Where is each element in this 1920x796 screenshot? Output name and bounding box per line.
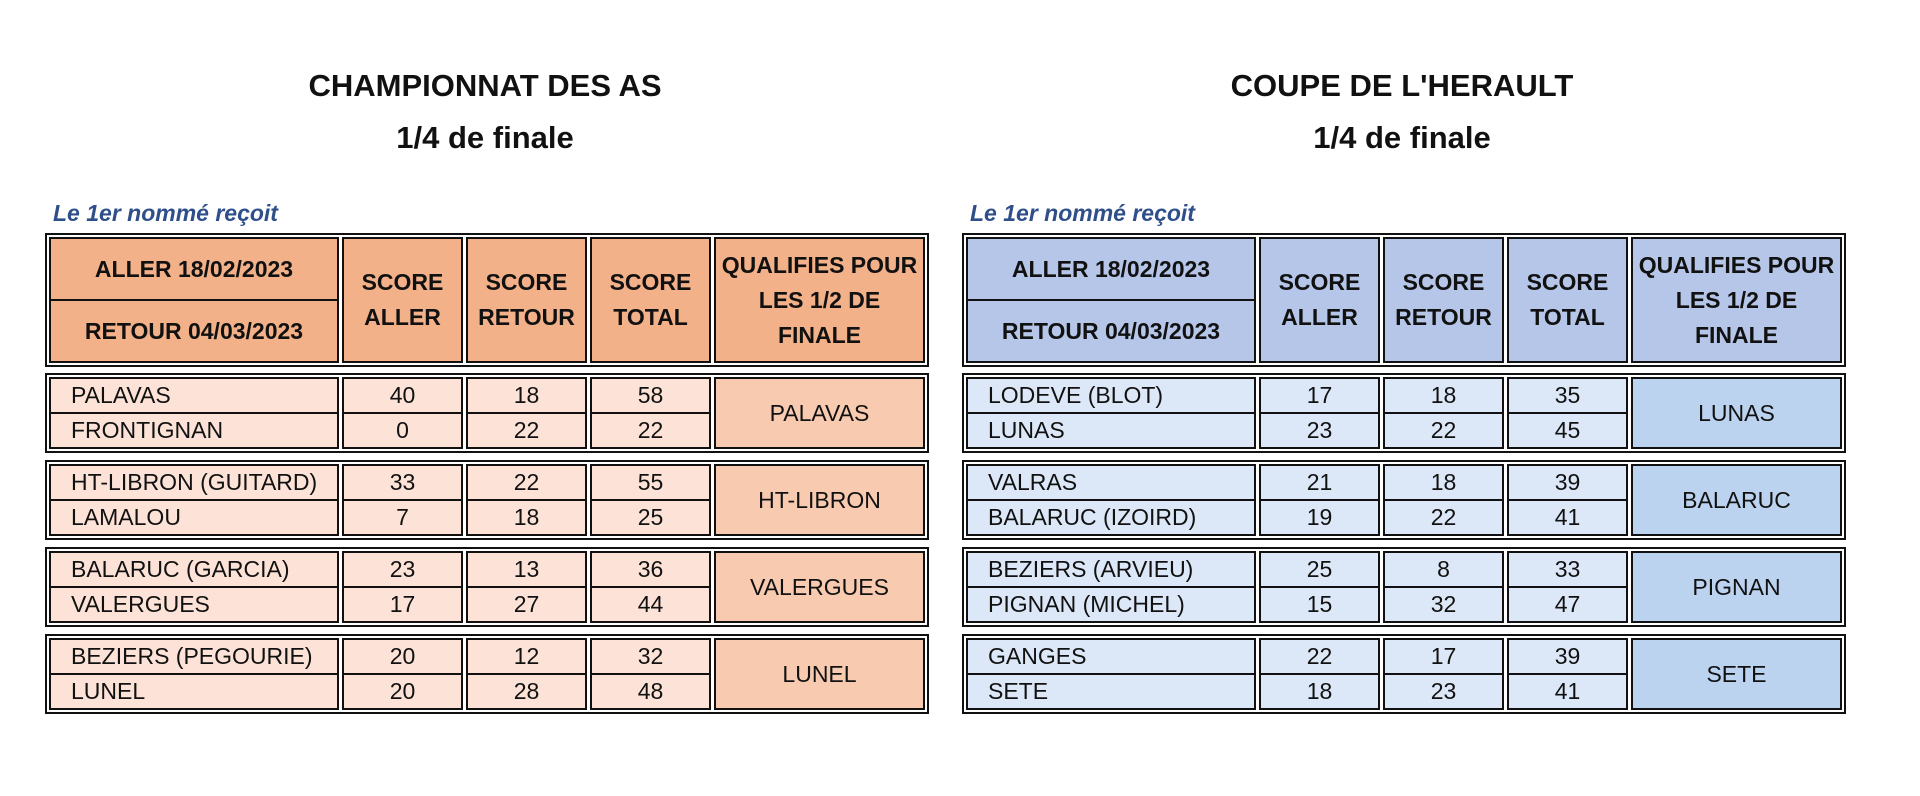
match-row bbox=[962, 547, 1846, 627]
qualified-team: HT-LIBRON bbox=[714, 464, 925, 536]
aller-date-header: ALLER 18/02/2023 bbox=[966, 237, 1256, 301]
score-total: 41 bbox=[1507, 675, 1628, 710]
score-aller-column bbox=[1259, 377, 1380, 449]
table-header bbox=[45, 233, 929, 367]
match-row bbox=[962, 634, 1846, 714]
section-title: COUPE DE L'HERAULT bbox=[1230, 68, 1574, 103]
score-aller: 17 bbox=[342, 588, 463, 623]
score-aller-header bbox=[342, 237, 463, 363]
qualified-team: LUNAS bbox=[1631, 377, 1842, 449]
header-line: SCORE bbox=[1526, 269, 1609, 295]
team-name: BEZIERS (PEGOURIE) bbox=[49, 638, 339, 675]
team-name: PIGNAN (MICHEL) bbox=[966, 588, 1256, 623]
header-line: ALLER bbox=[1281, 304, 1358, 330]
score-total: 58 bbox=[590, 377, 711, 414]
score-aller: 15 bbox=[1259, 588, 1380, 623]
score-total-column bbox=[1507, 638, 1628, 710]
match-row bbox=[962, 460, 1846, 540]
score-aller: 0 bbox=[342, 414, 463, 449]
header-line: SCORE bbox=[609, 269, 692, 295]
team-name: LUNAS bbox=[966, 414, 1256, 449]
score-total-column bbox=[590, 638, 711, 710]
score-aller: 17 bbox=[1259, 377, 1380, 414]
table-header bbox=[962, 233, 1846, 367]
score-total-column bbox=[1507, 377, 1628, 449]
score-retour: 18 bbox=[466, 377, 587, 414]
score-aller: 19 bbox=[1259, 501, 1380, 536]
score-retour-column bbox=[466, 377, 587, 449]
aller-date-header: ALLER 18/02/2023 bbox=[49, 237, 339, 301]
qualified-team: VALERGUES bbox=[714, 551, 925, 623]
score-aller: 20 bbox=[342, 638, 463, 675]
qualified-team: LUNEL bbox=[714, 638, 925, 710]
score-aller-column bbox=[1259, 551, 1380, 623]
score-aller-column bbox=[1259, 464, 1380, 536]
score-aller: 23 bbox=[342, 551, 463, 588]
team-name: BALARUC (IZOIRD) bbox=[966, 501, 1256, 536]
score-total-column bbox=[590, 551, 711, 623]
score-total: 47 bbox=[1507, 588, 1628, 623]
header-line: SCORE bbox=[1402, 269, 1485, 295]
score-total: 55 bbox=[590, 464, 711, 501]
match-row bbox=[45, 547, 929, 627]
home-team-note: Le 1er nommé reçoit bbox=[53, 200, 278, 226]
score-total: 39 bbox=[1507, 638, 1628, 675]
score-retour: 18 bbox=[1383, 377, 1504, 414]
match-row bbox=[45, 634, 929, 714]
header-line: ALLER bbox=[364, 304, 441, 330]
score-total-header bbox=[1507, 237, 1628, 363]
score-retour: 22 bbox=[466, 464, 587, 501]
score-total: 35 bbox=[1507, 377, 1628, 414]
team-name: GANGES bbox=[966, 638, 1256, 675]
score-retour: 18 bbox=[466, 501, 587, 536]
score-retour: 12 bbox=[466, 638, 587, 675]
header-line: RETOUR bbox=[478, 304, 575, 330]
team-name: VALRAS bbox=[966, 464, 1256, 501]
score-aller: 22 bbox=[1259, 638, 1380, 675]
header-line: TOTAL bbox=[1530, 304, 1605, 330]
team-name: PALAVAS bbox=[49, 377, 339, 414]
qualifies-header bbox=[714, 237, 925, 363]
score-aller-column bbox=[342, 638, 463, 710]
score-retour: 22 bbox=[1383, 414, 1504, 449]
header-line: QUALIFIES POUR bbox=[721, 251, 918, 278]
team-name: LODEVE (BLOT) bbox=[966, 377, 1256, 414]
header-line: QUALIFIES POUR bbox=[1638, 251, 1835, 278]
score-retour-column bbox=[1383, 464, 1504, 536]
score-aller: 18 bbox=[1259, 675, 1380, 710]
score-total-header bbox=[590, 237, 711, 363]
score-retour-column bbox=[466, 551, 587, 623]
header-line: FINALE bbox=[777, 321, 862, 348]
section-subtitle: 1/4 de finale bbox=[1313, 120, 1491, 155]
score-aller: 23 bbox=[1259, 414, 1380, 449]
score-aller: 7 bbox=[342, 501, 463, 536]
score-retour-column bbox=[1383, 551, 1504, 623]
home-team-note: Le 1er nommé reçoit bbox=[970, 200, 1195, 226]
score-retour: 17 bbox=[1383, 638, 1504, 675]
match-row bbox=[962, 373, 1846, 453]
score-aller: 40 bbox=[342, 377, 463, 414]
team-name: SETE bbox=[966, 675, 1256, 710]
score-total: 32 bbox=[590, 638, 711, 675]
score-retour: 23 bbox=[1383, 675, 1504, 710]
header-line: SCORE bbox=[1278, 269, 1361, 295]
retour-date-header: RETOUR 04/03/2023 bbox=[966, 301, 1256, 363]
team-name: VALERGUES bbox=[49, 588, 339, 623]
team-name: HT-LIBRON (GUITARD) bbox=[49, 464, 339, 501]
score-aller-column bbox=[1259, 638, 1380, 710]
score-total: 25 bbox=[590, 501, 711, 536]
score-retour-column bbox=[466, 464, 587, 536]
retour-date-header: RETOUR 04/03/2023 bbox=[49, 301, 339, 363]
header-line: TOTAL bbox=[613, 304, 688, 330]
team-names bbox=[966, 551, 1256, 623]
score-total: 33 bbox=[1507, 551, 1628, 588]
score-total-column bbox=[1507, 464, 1628, 536]
team-name: LAMALOU bbox=[49, 501, 339, 536]
score-retour-column bbox=[1383, 377, 1504, 449]
score-aller-header bbox=[1259, 237, 1380, 363]
score-retour: 22 bbox=[466, 414, 587, 449]
team-names bbox=[49, 464, 339, 536]
score-aller: 20 bbox=[342, 675, 463, 710]
score-total-column bbox=[590, 464, 711, 536]
team-names bbox=[966, 638, 1256, 710]
team-names bbox=[966, 464, 1256, 536]
score-aller: 21 bbox=[1259, 464, 1380, 501]
team-names bbox=[49, 377, 339, 449]
score-total-column bbox=[590, 377, 711, 449]
score-retour: 13 bbox=[466, 551, 587, 588]
dates-header bbox=[49, 237, 339, 363]
qualifies-header bbox=[1631, 237, 1842, 363]
qualified-team: PIGNAN bbox=[1631, 551, 1842, 623]
score-aller: 33 bbox=[342, 464, 463, 501]
header-line: LES 1/2 DE bbox=[758, 286, 881, 313]
header-line: LES 1/2 DE bbox=[1675, 286, 1798, 313]
section-subtitle: 1/4 de finale bbox=[396, 120, 574, 155]
score-total: 45 bbox=[1507, 414, 1628, 449]
match-row bbox=[45, 460, 929, 540]
team-names bbox=[49, 638, 339, 710]
score-total: 48 bbox=[590, 675, 711, 710]
dates-header bbox=[966, 237, 1256, 363]
header-line: FINALE bbox=[1694, 321, 1779, 348]
score-retour-header bbox=[1383, 237, 1504, 363]
score-total: 39 bbox=[1507, 464, 1628, 501]
qualified-team: BALARUC bbox=[1631, 464, 1842, 536]
score-retour-header bbox=[466, 237, 587, 363]
score-aller: 25 bbox=[1259, 551, 1380, 588]
score-aller-column bbox=[342, 464, 463, 536]
team-names bbox=[49, 551, 339, 623]
team-name: BALARUC (GARCIA) bbox=[49, 551, 339, 588]
coupe-section bbox=[962, 0, 1842, 704]
score-aller-column bbox=[342, 377, 463, 449]
header-line: SCORE bbox=[485, 269, 568, 295]
championnat-section bbox=[45, 0, 925, 704]
score-retour: 28 bbox=[466, 675, 587, 710]
score-retour: 8 bbox=[1383, 551, 1504, 588]
match-row bbox=[45, 373, 929, 453]
qualified-team: PALAVAS bbox=[714, 377, 925, 449]
header-line: SCORE bbox=[361, 269, 444, 295]
team-name: BEZIERS (ARVIEU) bbox=[966, 551, 1256, 588]
score-retour: 27 bbox=[466, 588, 587, 623]
header-line: RETOUR bbox=[1395, 304, 1492, 330]
score-total: 36 bbox=[590, 551, 711, 588]
score-total: 44 bbox=[590, 588, 711, 623]
score-retour: 32 bbox=[1383, 588, 1504, 623]
score-total: 22 bbox=[590, 414, 711, 449]
team-names bbox=[966, 377, 1256, 449]
score-aller-column bbox=[342, 551, 463, 623]
section-title: CHAMPIONNAT DES AS bbox=[308, 68, 662, 103]
qualified-team: SETE bbox=[1631, 638, 1842, 710]
score-retour-column bbox=[1383, 638, 1504, 710]
score-retour: 18 bbox=[1383, 464, 1504, 501]
team-name: LUNEL bbox=[49, 675, 339, 710]
score-total: 41 bbox=[1507, 501, 1628, 536]
team-name: FRONTIGNAN bbox=[49, 414, 339, 449]
score-total-column bbox=[1507, 551, 1628, 623]
score-retour: 22 bbox=[1383, 501, 1504, 536]
score-retour-column bbox=[466, 638, 587, 710]
